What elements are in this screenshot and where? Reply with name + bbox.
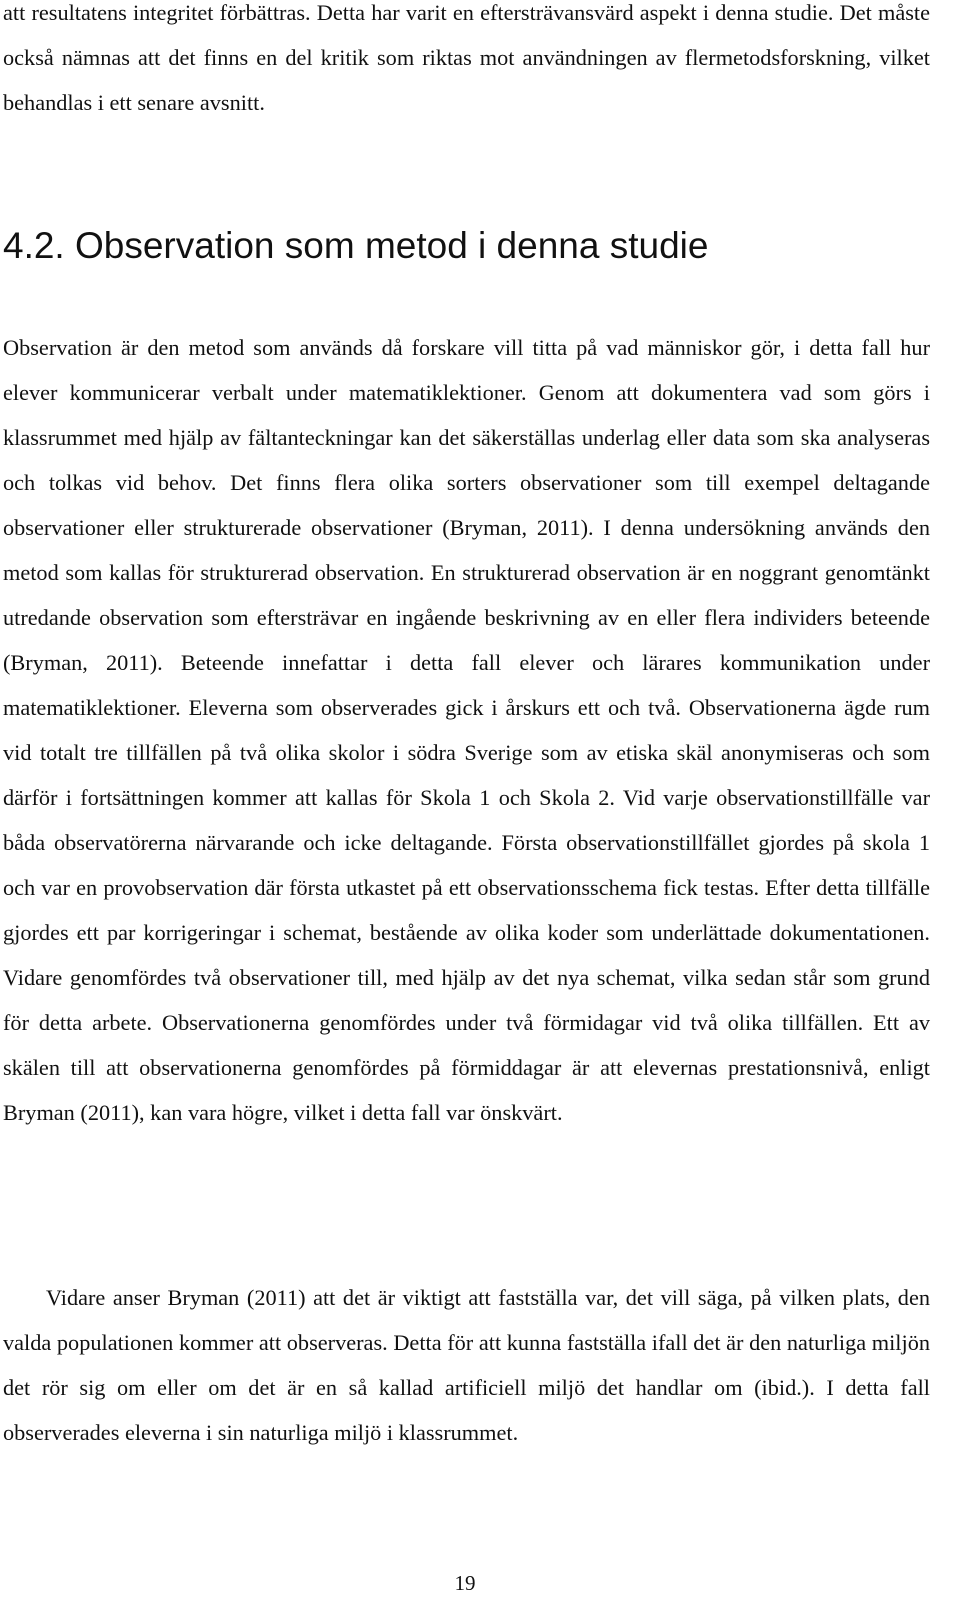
page-number: 19 [454,1571,476,1595]
section-heading: 4.2. Observation som metod i denna studie [3,225,709,266]
intro-paragraph: att resultatens integritet förbättras. Detta har varit en eftersträvansvärd aspekt i denna studie. Det måste också nämnas att det finns en del kritik som riktas mot användningen av flermetodsforskning, vilket behandlas i ett senare avsnitt. [3,0,930,115]
body-paragraph-1: Observation är den metod som används då forskare vill titta på vad människor gör, i detta fall hur elever kommunicerar verbalt under matematiklektioner. Genom att dokumentera vad som görs i klassrummet med hjälp av fältanteckningar kan det säkerställas underlag eller data som ska analyseras och tolkas vid behov. Det finns flera olika sorters observationer som till exempel deltagande observationer eller strukturerade observationer (Bryman, 2011). I denna undersökning används den metod som kallas för strukturerad observation. En strukturerad observation är en noggrant genomtänkt utredande observation som eftersträvar en ingående beskrivning av en eller flera individers beteende (Bryman, 2011). Beteende innefattar i detta fall elever och lärares kommunikation under matematiklektioner. Eleverna som observerades gick i årskurs ett och två. Observationerna ägde rum vid totalt tre tillfällen på två olika skolor i södra Sverige som av etiska skäl anonymiseras och som därför i fortsättningen kommer att kallas för Skola 1 och Skola 2. Vid varje observationstillfälle var båda observatörerna närvarande och icke deltagande. Första observationstillfället gjordes på skola 1 och var en provobservation där första utkastet på ett observationsschema fick testas. Efter detta tillfälle gjordes ett par korrigeringar i schemat, bestående av olika koder som underlättade dokumentationen. Vidare genomfördes två observationer till, med hjälp av det nya schemat, vilka sedan står som grund för detta arbete. Observationerna genomfördes under två förmidagar vid två olika tillfällen. Ett av skälen till att observationerna genomfördes på förmiddagar är att elevernas prestationsnivå, enligt Bryman (2011), kan vara högre, vilket i detta fall var önskvärt. [3,335,930,1125]
body-paragraph-2: Vidare anser Bryman (2011) att det är viktigt att fastställa var, det vill säga, på vilken plats, den valda populationen kommer att observeras. Detta för att kunna fastställa ifall det är den naturliga miljön det rör sig om eller om det är en så kallad artificiell miljö det handlar om (ibid.). I detta fall observerades eleverna i sin naturliga miljö i klassrummet. [3,1285,930,1445]
